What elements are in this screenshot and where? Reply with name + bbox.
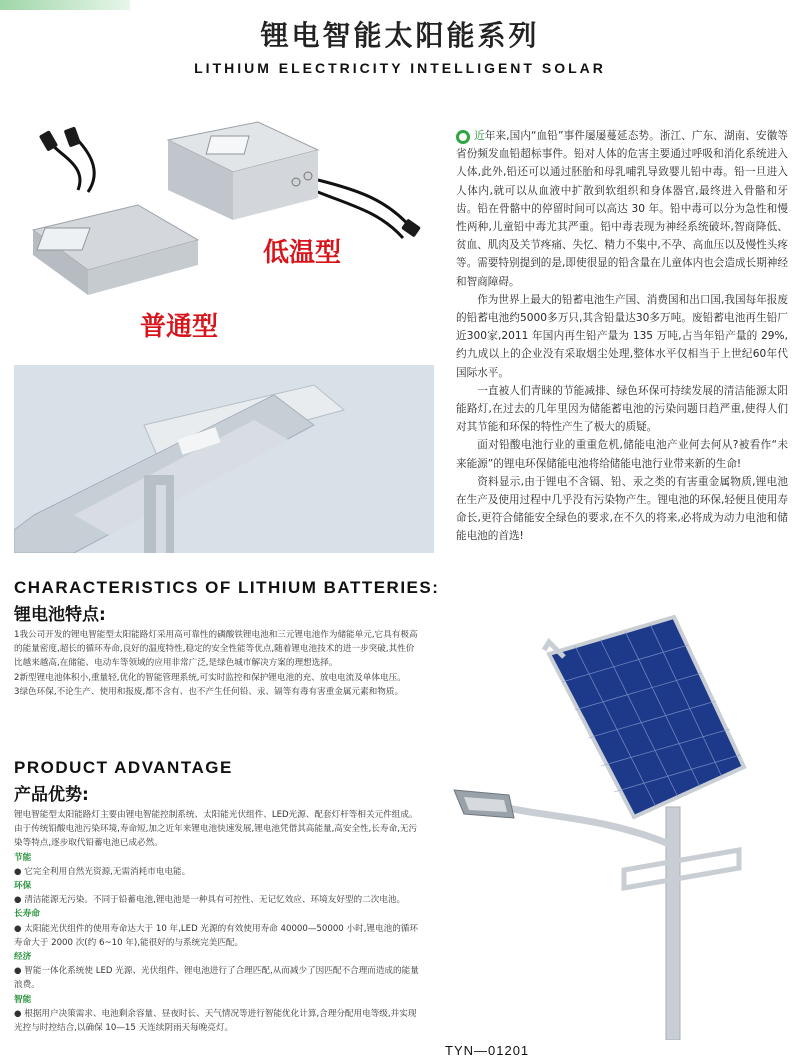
solar-street-light-illustration bbox=[444, 612, 794, 1040]
green-circle-icon bbox=[456, 130, 470, 144]
page-title: 锂电智能太阳能系列 bbox=[260, 19, 540, 52]
article-paragraph: 资料显示,由于锂电不含镉、铅、汞之类的有害重金属物质,锂电池在生产及使用过程中几乎没有污染物产生。锂电池的环保,轻便且使用寿命长,更符合储能安全绿色的要求,在不久的将来,必将成为动力电池和储能电池的首选! bbox=[456, 475, 788, 543]
battery-boxes-illustration bbox=[18, 110, 438, 360]
section-title: 长寿命 bbox=[14, 909, 40, 920]
section-text: ● 根据用户决策需求、电池剩余容量、昼夜时长、天气情况等进行智能优化计算,合理分配用电等级,并实现光控与时控结合,以确保 10—15 天连续阴雨天每晚亮灯。 bbox=[14, 1008, 417, 1034]
article-paragraph: 作为世界上最大的铅蓄电池生产国、消费国和出口国,我国每年报废的铅蓄电池约5000多万只,其含铅量达30多万吨。废铅蓄电池再生铅厂近300家,2011 年国内再生铅产量为 135 万吨,占当年铅产量的 29%,约九成以上的企业没有采取烟尘处理,整体水平仅相当于上世纪60年代国际水平。 bbox=[456, 293, 788, 379]
section-text: ● 太阳能光伏组件的使用寿命达大于 10 年,LED 光源的有效使用寿命 40000—50000 小时,锂电池的循环寿命大于 2000 次(约 6~10 年),能很好的与系统完美匹配。 bbox=[14, 923, 418, 948]
list-item: 1我公司开发的锂电智能型太阳能路灯采用高可靠性的磷酸铁锂电池和三元锂电池作为储能单元,它具有极高的能量密度,超长的循环寿命,良好的温度特性,稳定的安全性能等优点,随着锂电池技术的进一步突破,其性价比越来越高,在储能、电动车等领域的应用非常广泛,是绿色城市解决方案的理想选择。 bbox=[14, 630, 418, 669]
section-title: 智能 bbox=[14, 994, 32, 1005]
corner-accent bbox=[0, 0, 130, 10]
section-text: ● 它完全利用自然光资源,无需消耗市电电能。 bbox=[14, 866, 191, 877]
section-text: ● 清洁能源无污染。不同于铅蓄电池,锂电池是一种具有可控性、无记忆效应、环境友好型的二次电池。 bbox=[14, 895, 406, 906]
section-text: ● 智能一体化系统使 LED 光源、光伏组件、锂电池进行了合理匹配,从而减少了因匹配不合理而造成的能量浪费。 bbox=[14, 966, 419, 991]
characteristics-list bbox=[14, 628, 419, 699]
page-subtitle: LITHIUM ELECTRICITY INTELLIGENT SOLAR bbox=[194, 60, 606, 76]
list-item: 3绿色环保,不论生产、使用和报废,都不含有、也不产生任何铅、汞、镉等有毒有害重金属元素和物质。 bbox=[14, 686, 404, 697]
list-item: 2新型锂电池体积小,重量轻,优化的智能管理系统,可实时监控和保护锂电池的充、放电电流及单体电压。 bbox=[14, 672, 406, 683]
characteristics-heading-zh: 锂电池特点: bbox=[14, 605, 106, 625]
article-paragraph: 一直被人们青睐的节能减排、绿色环保可持续发展的清洁能源太阳能路灯,在过去的几年里因为储能蓄电池的污染问题日趋严重,使得人们对其节能和环保的特性产生了极大的质疑。 bbox=[456, 384, 788, 434]
model-caption: TYN—01201 bbox=[445, 1043, 530, 1058]
characteristics-heading-en: CHARACTERISTICS OF LITHIUM BATTERIES: bbox=[14, 578, 440, 597]
section-title: 节能 bbox=[14, 852, 32, 863]
advantage-heading-zh: 产品优势: bbox=[14, 785, 89, 805]
street-light-closeup-illustration bbox=[14, 365, 434, 553]
battery-products-image bbox=[18, 110, 438, 360]
street-light-photo bbox=[14, 365, 434, 553]
advantage-text bbox=[14, 808, 419, 1035]
section-title: 环保 bbox=[14, 881, 32, 892]
advantage-intro: 锂电智能型太阳能路灯主要由锂电智能控制系统、太阳能光伏组件、LED光源、配套灯杆等相关元件组成。由于传统铅酸电池污染环境,寿命短,加之近年来锂电池快速发展,锂电池凭借其高能量,高安全性,长寿命,无污染等特点,逐步取代铅蓄电池已成必然。 bbox=[14, 810, 418, 849]
normal-type-label: 普通型 bbox=[140, 312, 219, 342]
solar-street-light-photo bbox=[444, 612, 794, 1040]
article-text bbox=[456, 127, 788, 546]
advantage-heading-en: PRODUCT ADVANTAGE bbox=[14, 758, 233, 777]
section-title: 经济 bbox=[14, 952, 32, 963]
article-paragraph: 面对铅酸电池行业的重重危机,储能电池产业何去何从?被看作“未来能源”的锂电环保储能电池将给储能电池行业带来新的生命! bbox=[456, 439, 788, 470]
low-temp-label: 低温型 bbox=[263, 238, 342, 268]
article-paragraph: 近年来,国内“血铅”事件屡屡蔓延态势。浙江、广东、湖南、安徽等省份频发血铅超标事件。铅对人体的危害主要通过呼吸和消化系统进入人体,此外,铅还可以通过胚胎和母乳哺乳导致婴儿铅中毒。铅一旦进入人体内,就可以从血液中扩散到软组织和身体器官,最终进入骨骼和牙齿。铅在骨骼中的停留时间可以高达 30 年。铅中毒可以分为急性和慢性两种,儿童铅中毒尤其严重。铅中毒表现为神经系统破坏,智商降低、贫血、肌肉及关节疼痛、失忆、精力不集中,不孕、高血压以及慢性头疼等。需要特别提到的是,即使很显的铅含量在儿童体内也会造成长期神经和智商障碍。 bbox=[456, 130, 789, 288]
